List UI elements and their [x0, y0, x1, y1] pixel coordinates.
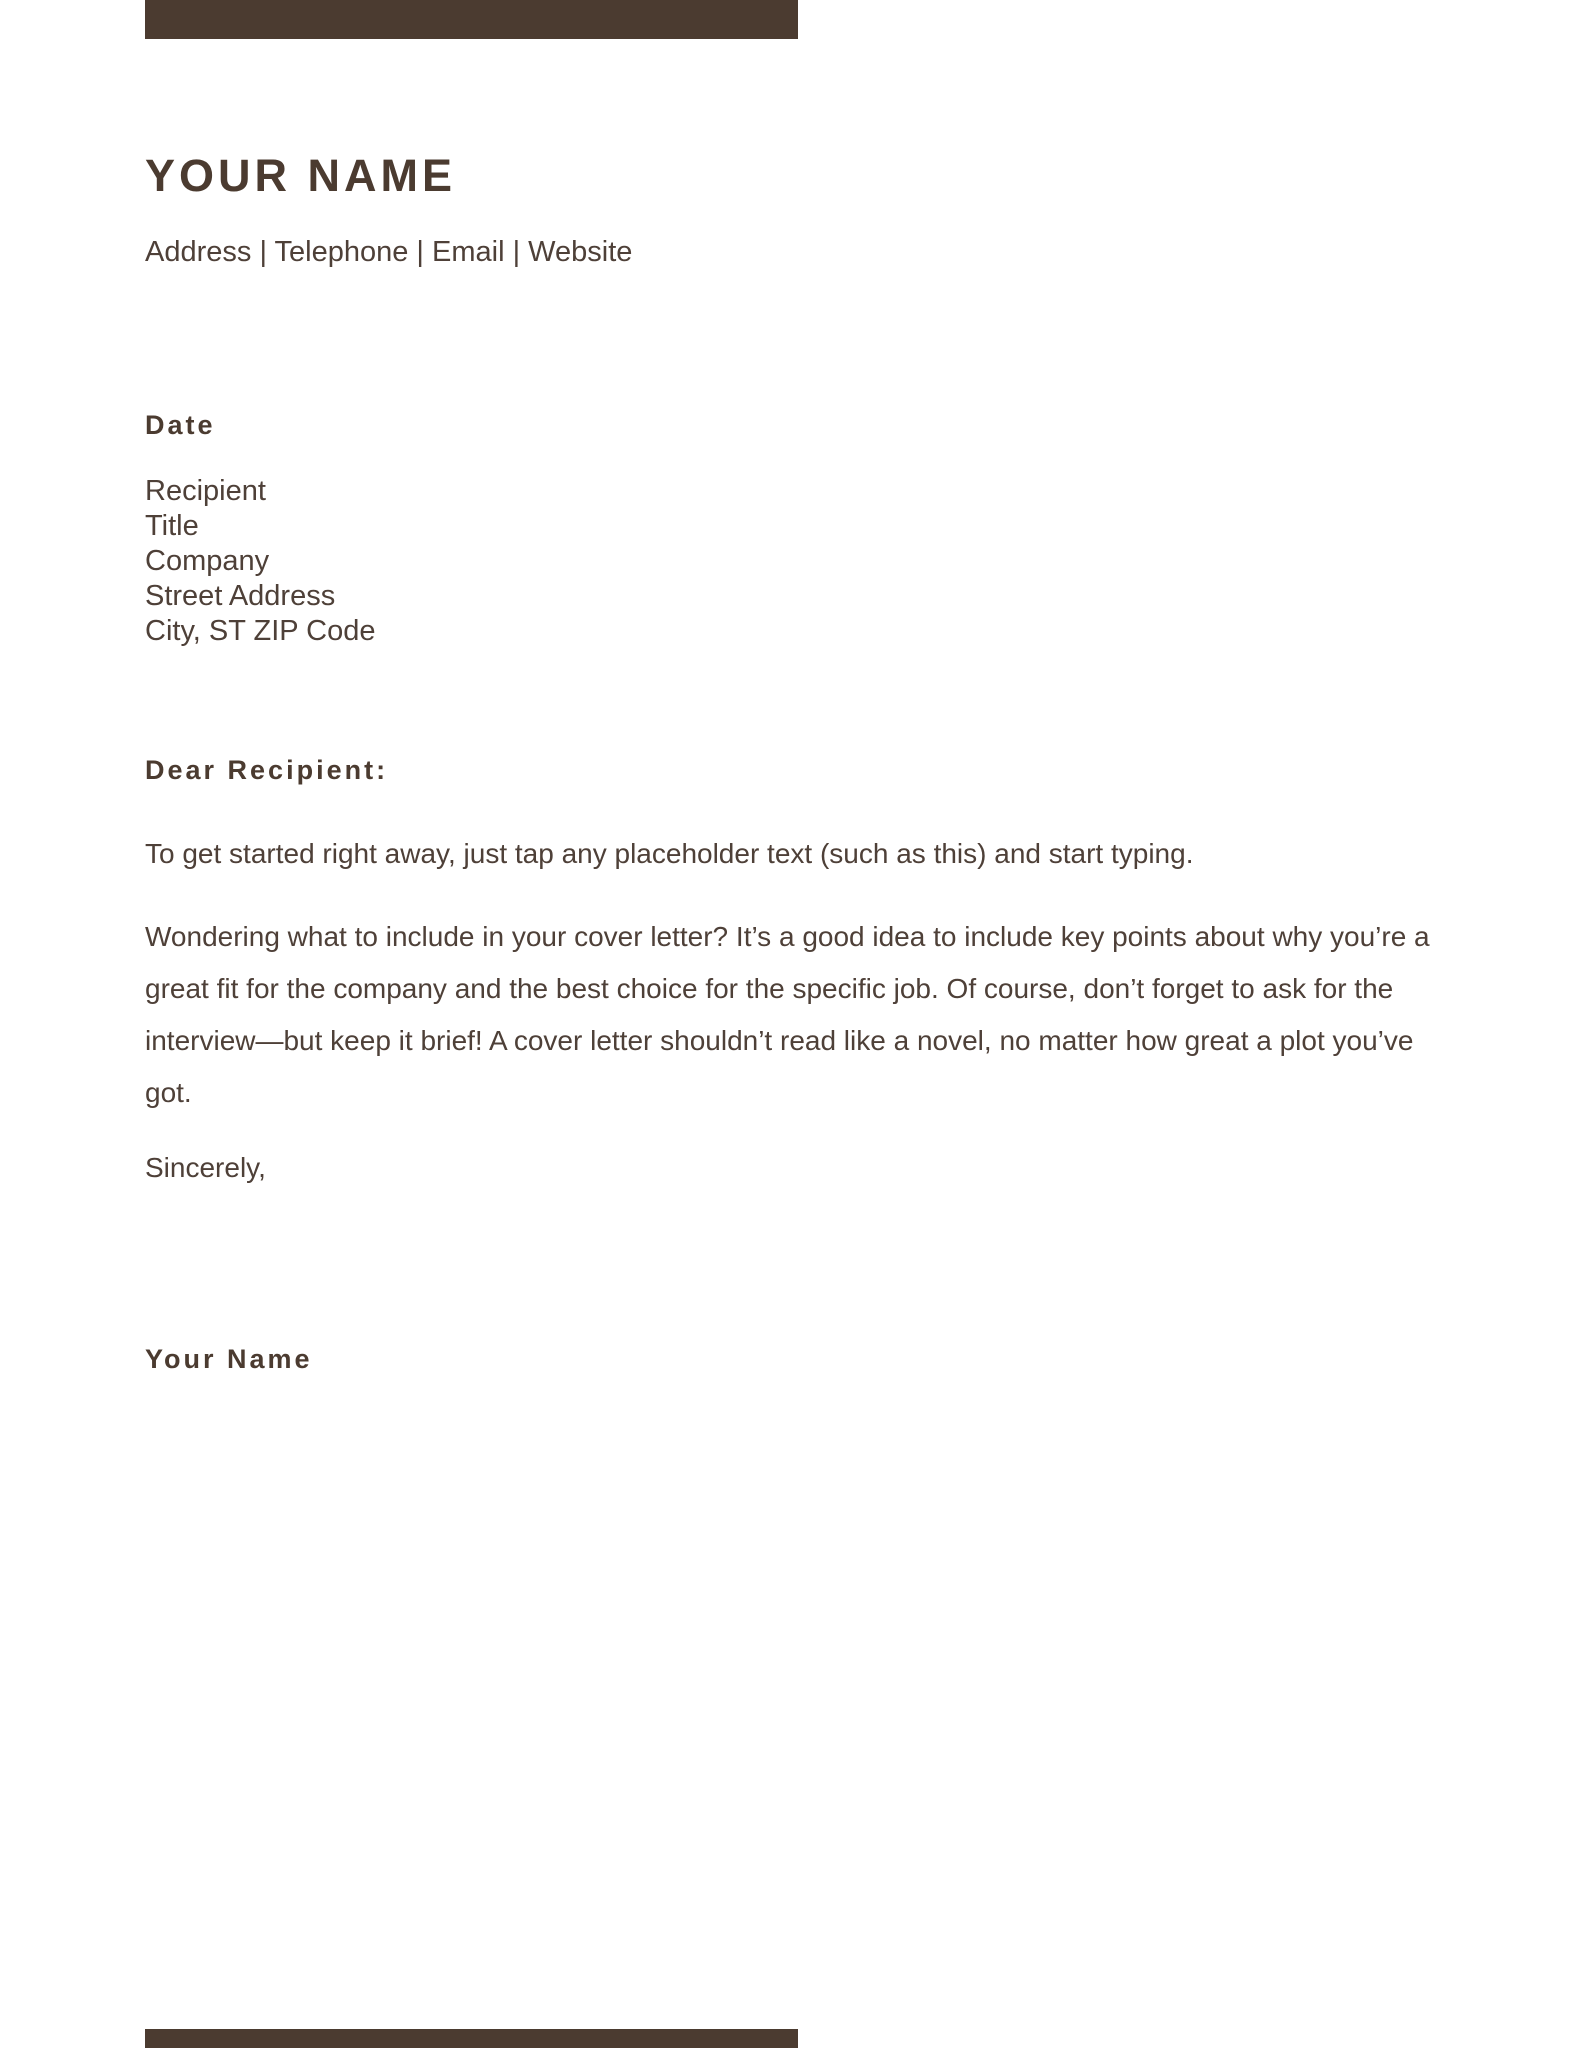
recipient-city-state-zip: City, ST ZIP Code: [145, 615, 376, 647]
body-paragraph-1[interactable]: To get started right away, just tap any placeholder text (such as this) and start typing.: [145, 838, 1194, 869]
recipient-name: Recipient: [145, 475, 266, 507]
salutation[interactable]: Dear Recipient:: [145, 755, 389, 785]
top-accent-bar: [145, 0, 798, 39]
recipient-street-address: Street Address: [145, 580, 336, 612]
letter-date[interactable]: Date: [145, 410, 216, 440]
sender-name-heading[interactable]: YOUR NAME: [145, 150, 457, 201]
recipient-address-block[interactable]: [145, 474, 375, 649]
bottom-accent-bar: [145, 2029, 798, 2048]
recipient-company: Company: [145, 545, 270, 577]
body-paragraph-2[interactable]: Wondering what to include in your cover letter? It’s a good idea to include key points about why you’re a great fit for the company and the best choice for the specific job. Of course, don’t forget to ask for the interview—but keep it brief! A cover letter shouldn’t read like a novel, no matter how great a plot you’ve got.: [145, 921, 1430, 1108]
signature-name[interactable]: Your Name: [145, 1344, 313, 1374]
sender-contact-line[interactable]: Address | Telephone | Email | Website: [145, 236, 633, 268]
closing-line[interactable]: Sincerely,: [145, 1152, 266, 1183]
recipient-title: Title: [145, 510, 199, 542]
